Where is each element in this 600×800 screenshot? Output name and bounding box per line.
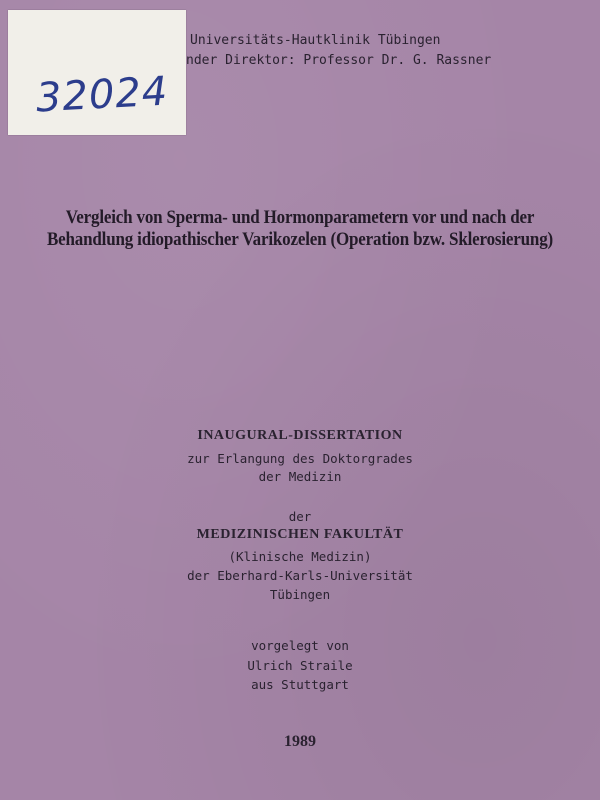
faculty-sub: (Klinische Medizin) (228, 549, 372, 564)
university-line: der Eberhard-Karls-Universität (187, 568, 413, 583)
publication-year: 1989 (284, 733, 316, 750)
thesis-title-line-2: Behandlung idiopathischer Varikozelen (Operation bzw. Sklerosierung) (46, 230, 554, 250)
author-origin: aus Stuttgart (251, 677, 349, 692)
medicine-line: der Medizin (258, 469, 342, 484)
institution-line: Universitäts-Hautklinik Tübingen (190, 33, 441, 48)
faculty-der: der (288, 509, 312, 524)
sticker-number: 32024 (34, 68, 170, 122)
degree-line: zur Erlangung des Doktorgrades (187, 451, 413, 466)
faculty-name: MEDIZINISCHEN FAKULTÄT (196, 527, 404, 542)
thesis-title-line-1: Vergleich von Sperma- und Hormonparametern vor und nach der (65, 208, 535, 228)
author-name: Ulrich Straile (247, 658, 353, 673)
dissertation-heading: INAUGURAL-DISSERTATION (197, 428, 403, 443)
city-line: Tübingen (269, 587, 331, 602)
presented-by: vorgelegt von (251, 638, 349, 653)
library-sticker (8, 10, 186, 135)
director-line: nder Direktor: Professor Dr. G. Rassner (186, 53, 492, 68)
